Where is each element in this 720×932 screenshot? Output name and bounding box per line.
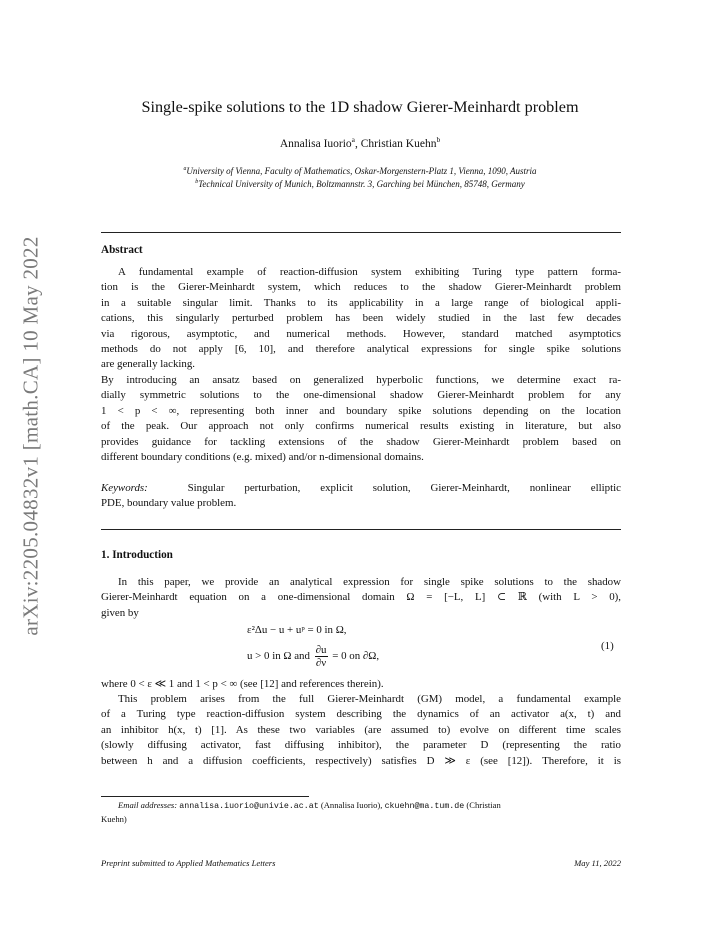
footnote — [101, 799, 621, 826]
text-line: (slowly diffusing activator, fast diffusing inhibitor), the parameter D (representing the ratio — [101, 739, 621, 752]
keywords-label: Keywords: — [101, 482, 148, 494]
equation-number: (1) — [601, 640, 614, 652]
text-line: of the peak. Our approach not only confirms numerical results existing in literature, but also — [101, 420, 621, 433]
abstract-top-rule — [101, 232, 621, 233]
affiliation — [0, 179, 720, 189]
equation-text: u > 0 in Ω and — [247, 650, 310, 662]
keywords — [101, 481, 621, 512]
text-line: via rigorous, asymptotic, and numerical methods. However, standard matched asymptotics — [101, 327, 621, 340]
text-line: By introducing an ansatz based on generalized hyperbolic functions, we determine exact ra- — [101, 374, 621, 386]
preprint-note: Preprint submitted to Applied Mathematics Letters — [101, 858, 276, 868]
footnote-line — [101, 800, 501, 810]
footnote-label: Email addresses: — [118, 800, 178, 810]
intro-after-equation — [101, 677, 621, 692]
equation-fraction — [315, 644, 328, 669]
affiliation-sup: b — [195, 179, 199, 185]
preprint-date: May 11, 2022 — [574, 858, 621, 868]
keywords-line: PDE, boundary value problem. — [101, 497, 237, 510]
footnote-line: Kuehn) — [101, 814, 127, 824]
email-link[interactable]: annalisa.iuorio@univie.ac.at — [179, 802, 319, 811]
text-line: In this paper, we provide an analytical expression for single spike solutions to the shadow — [118, 576, 621, 588]
footnote-name: (Annalisa Iuorio), — [318, 800, 385, 810]
text-line: where 0 < ε ≪ 1 and 1 < p < ∞ (see [12] and references therein). — [101, 678, 384, 690]
author-name: Christian Kuehn — [360, 138, 437, 150]
arxiv-side-stamp — [11, 226, 51, 646]
paper-title: Single-spike solutions to the 1D shadow Gierer-Meinhardt problem — [141, 98, 579, 116]
text-line: given by — [101, 606, 139, 619]
abstract-paragraph-2 — [101, 373, 621, 465]
footnote-name: (Christian — [464, 800, 501, 810]
author-sup: b — [436, 135, 441, 145]
text-line: This problem arises from the full Gierer-Meinhardt (GM) model, a fundamental example — [118, 693, 621, 705]
text-line: dially symmetric solutions to the one-dimensional shadow Gierer-Meinhardt problem for any — [101, 389, 621, 402]
text-line: methods do not apply [6, 10], and therefore analytical expressions for single spike solutions — [101, 343, 621, 356]
text-line: cations, this singularly perturbed problem has been widely studied in the last few decades — [101, 312, 621, 325]
text-line: tion is the Gierer-Meinhardt system, which reduces to the shadow Gierer-Meinhardt problem — [101, 281, 621, 294]
text-line: of a Turing type reaction-diffusion system describing the dynamics of an activator a(x, t) and — [101, 708, 621, 721]
keywords-line — [101, 481, 621, 496]
text-line: between h and a diffusion coefficients, respectively) satisfies D ≫ ε (see [12]). Therefore, it is — [101, 754, 621, 767]
intro-paragraph-1 — [101, 575, 621, 621]
arxiv-identifier: arXiv:2205.04832v1 [math.CA] 10 May 2022 — [18, 236, 43, 636]
email-link[interactable]: ckuehn@ma.tum.de — [384, 802, 465, 811]
affiliation-text: University of Vienna, Faculty of Mathematics, Oskar-Morgenstern-Platz 1, Vienna, 1090, Austria — [186, 166, 537, 176]
author-line — [0, 135, 720, 150]
text-line: are generally lacking. — [101, 358, 196, 371]
author-sup: a — [351, 135, 355, 145]
keywords-text: Singular perturbation, explicit solution, Gierer-Meinhardt, nonlinear elliptic — [187, 482, 621, 494]
affiliation — [0, 166, 720, 176]
equation-line-2 — [247, 644, 379, 669]
text-line: Gierer-Meinhardt equation on a one-dimensional domain Ω = [−L, L] ⊂ ℝ (with L > 0), — [101, 591, 621, 604]
text-line: in a suitable singular limit. Thanks to its applicability in a large range of biological appli- — [101, 296, 621, 309]
fraction-denominator: ∂ν — [315, 657, 327, 669]
affiliation-text: Technical University of Munich, Boltzmannstr. 3, Garching bei München, 85748, Germany — [198, 179, 525, 189]
text-line: 1 < p < ∞, representing both inner and boundary spike solutions depending on the location — [101, 404, 621, 417]
author-separator: , — [355, 138, 361, 150]
abstract-paragraph-1 — [101, 265, 621, 373]
fraction-numerator: ∂u — [315, 644, 327, 656]
affiliation-sup: a — [183, 166, 187, 172]
text-line: A fundamental example of reaction-diffusion system exhibiting Turing type pattern forma- — [118, 266, 621, 278]
author-name: Annalisa Iuorio — [279, 138, 352, 150]
abstract-bottom-rule — [101, 529, 621, 530]
footnote-rule — [101, 796, 309, 797]
text-line: an inhibitor h(x, t) [1]. As these two variables (are assumed to) evolve on different time scales — [101, 723, 621, 736]
intro-paragraph-2 — [101, 692, 621, 769]
abstract-heading: Abstract — [101, 244, 143, 256]
text-line: provides guidance for tackling extensions of the shadow Gierer-Meinhardt problem based on — [101, 435, 621, 448]
equation-text: = 0 on ∂Ω, — [332, 650, 380, 662]
equation-line-1: ε²Δu − u + uᵖ = 0 in Ω, — [247, 624, 347, 636]
text-line: different boundary conditions (e.g. mixed) and/or n-dimensional domains. — [101, 451, 424, 464]
section-heading-introduction: 1. Introduction — [101, 549, 173, 561]
